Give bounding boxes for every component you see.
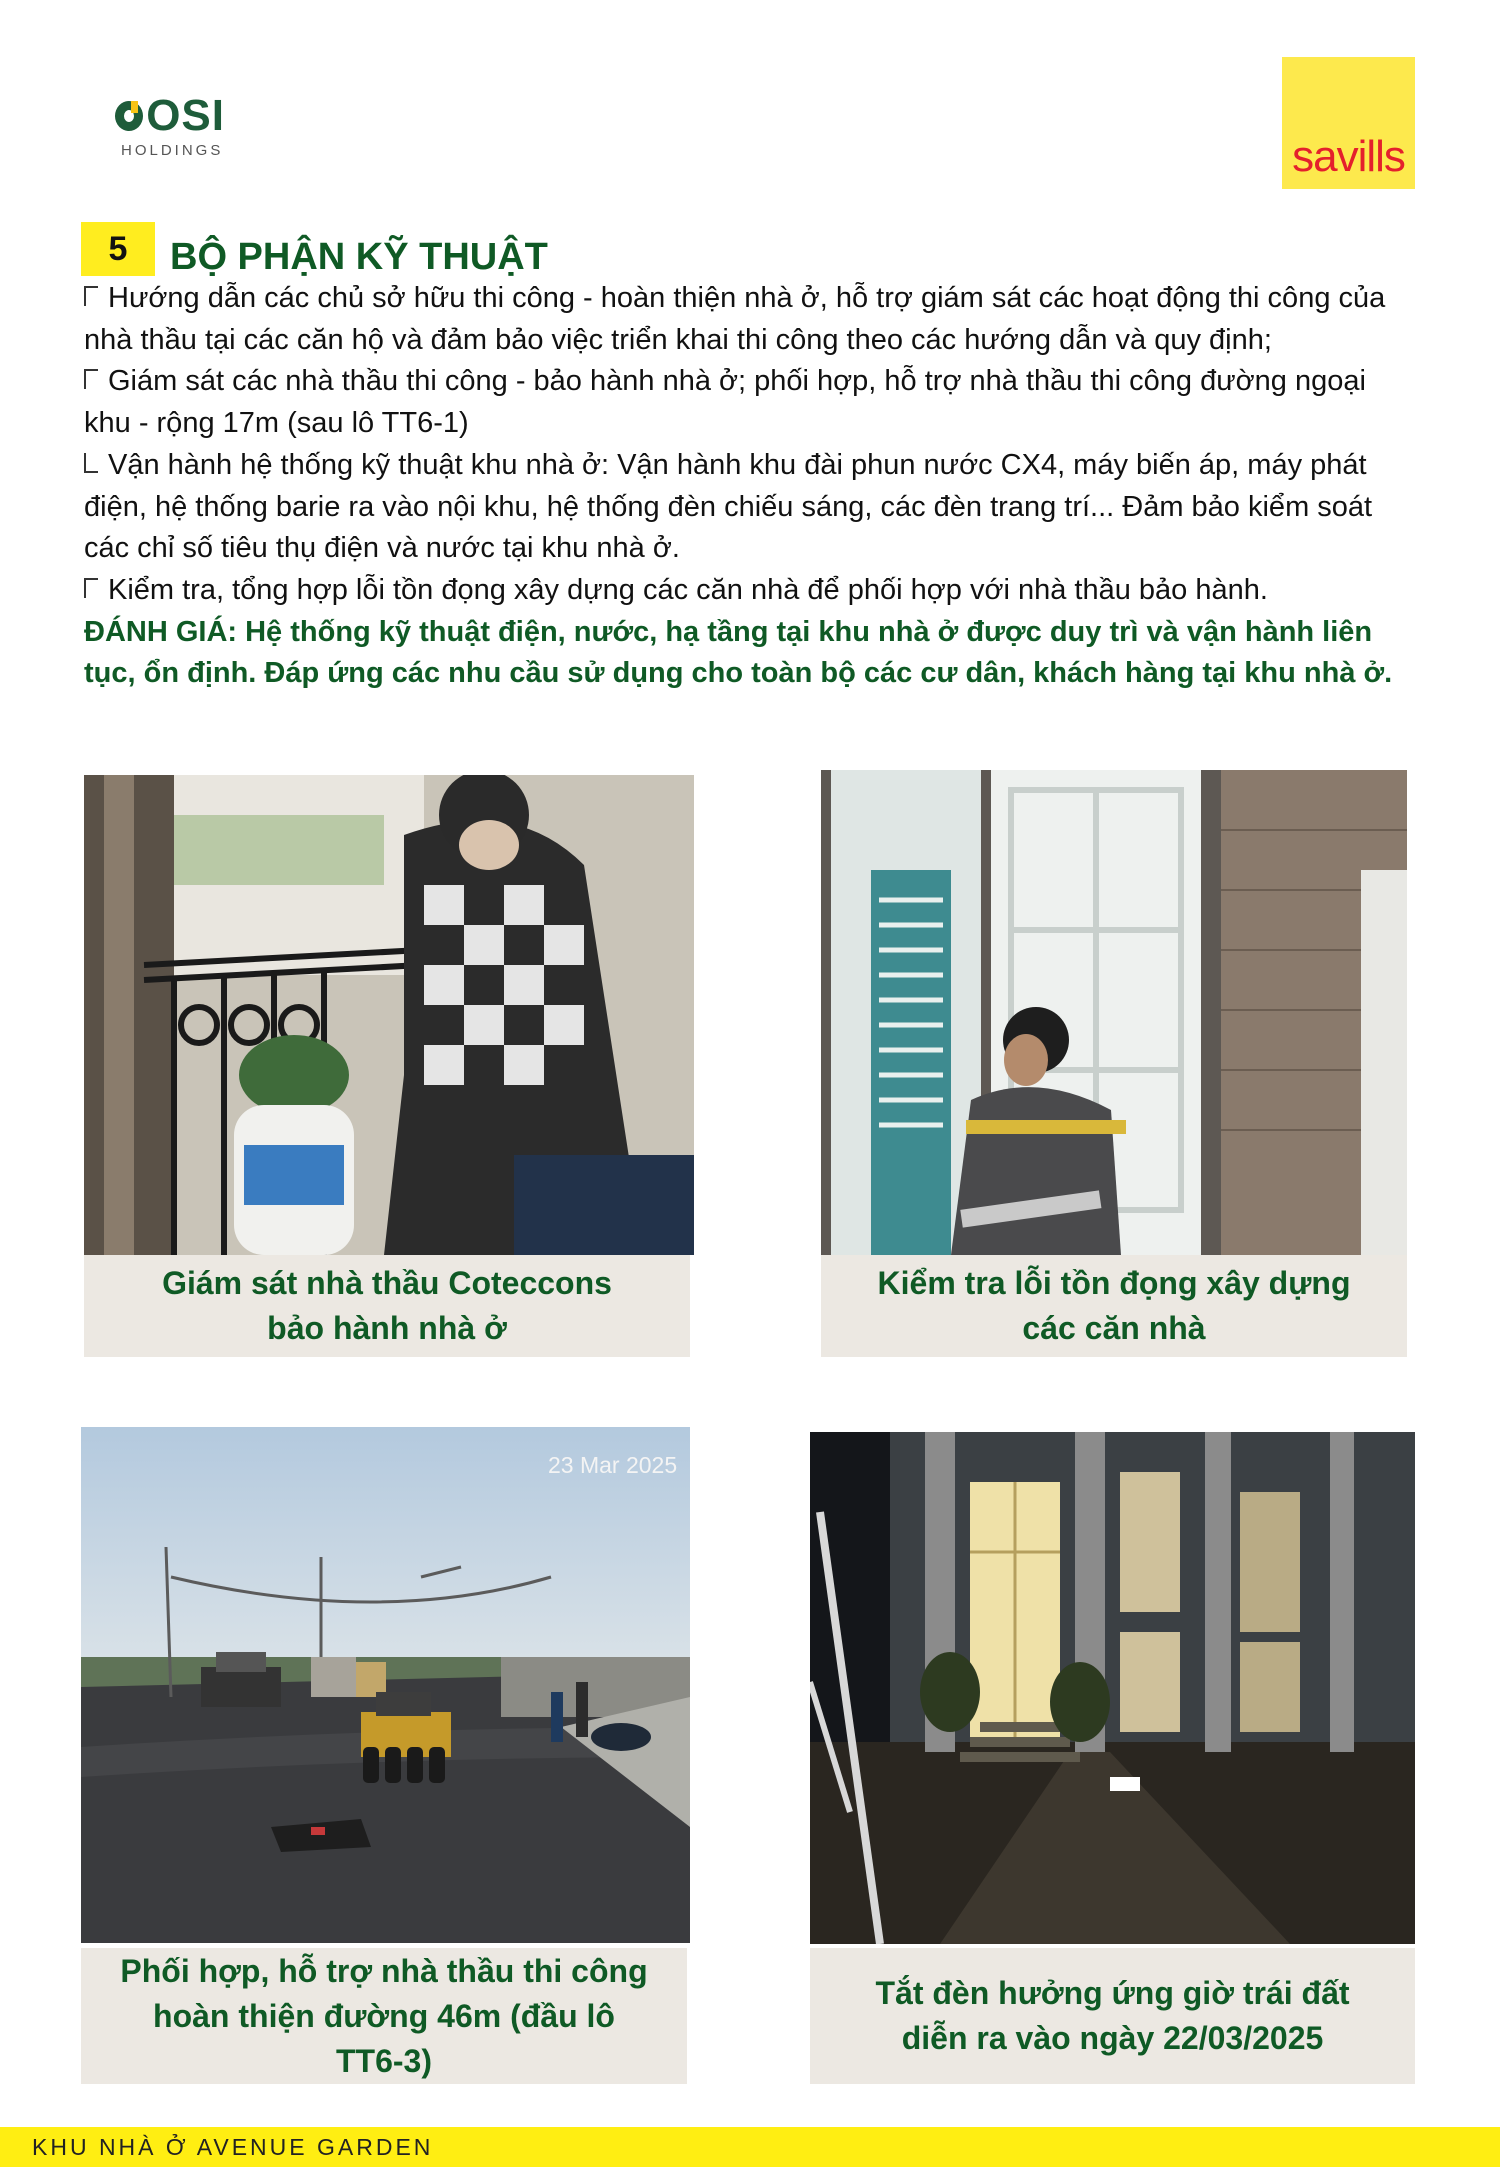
photo-road-construction (81, 1427, 690, 1943)
osi-logo-text: OSI (146, 91, 225, 140)
photo-caption-4 (810, 1948, 1415, 2084)
assessment-text: ĐÁNH GIÁ: Hệ thống kỹ thuật điện, nước, hạ tầng tại khu nhà ở được duy trì và vận hành liên tục, ổn định. Đáp ứng các nhu cầu sử dụng cho toàn bộ các cư dân, khách hàng tại khu nhà ở. (84, 615, 1393, 690)
caption-line: TT6-3) (336, 2042, 432, 2079)
osi-ring-icon (115, 101, 143, 131)
body-item-2: Giám sát các nhà thầu thi công - bảo hành nhà ở; phối hợp, hỗ trợ nhà thầu thi công đường ngoại khu - rộng 17m (sau lô TT6-1) (84, 365, 1366, 440)
caption-line: Tắt đèn hưởng ứng giờ trái đất (875, 1975, 1350, 2011)
savills-logo (1282, 57, 1415, 189)
bullet-icon (84, 453, 98, 473)
caption-line: diễn ra vào ngày 22/03/2025 (901, 2020, 1324, 2056)
photo-contractor-supervision (84, 775, 694, 1255)
body-item-1: Hướng dẫn các chủ sở hữu thi công - hoàn thiện nhà ở, hỗ trợ giám sát các hoạt động thi công của nhà thầu tại các căn hộ và đảm bảo việc triển khai thi công theo các hướng dẫn và quy định; (84, 282, 1386, 356)
photo-caption-2 (821, 1255, 1407, 1357)
osi-logo-mark (115, 92, 225, 140)
section-body (84, 278, 1419, 695)
section-number-badge: 5 (81, 222, 155, 276)
osi-logo-subtext: HOLDINGS (121, 142, 224, 159)
photo-earth-hour (810, 1432, 1415, 1944)
body-item-4: Kiểm tra, tổng hợp lỗi tồn đọng xây dựng các căn nhà để phối hợp với nhà thầu bảo hành. (84, 570, 1419, 612)
savills-logo-text: savills (1292, 132, 1405, 181)
caption-line: Kiểm tra lỗi tồn đọng xây dựng (877, 1265, 1351, 1301)
caption-line: hoàn thiện đường 46m (đầu lô (153, 1997, 615, 2034)
bullet-icon (84, 578, 98, 598)
photo-caption-1 (84, 1255, 690, 1357)
photo-date-stamp: 23 Mar 2025 (548, 1452, 678, 1478)
section-title: BỘ PHẬN KỸ THUẬT (170, 236, 548, 278)
osi-holdings-logo (115, 92, 225, 164)
caption-line: Phối hợp, hỗ trợ nhà thầu thi công (120, 1952, 648, 1989)
bullet-icon (84, 286, 98, 306)
footer-text: KHU NHÀ Ở AVENUE GARDEN (32, 2134, 434, 2160)
caption-line: Giám sát nhà thầu Coteccons (162, 1265, 612, 1301)
body-item-3: Vận hành hệ thống kỹ thuật khu nhà ở: Vận hành khu đài phun nước CX4, máy biến áp, máy phát điện, hệ thống barie ra vào nội khu, hệ thống đèn chiếu sáng, các đèn trang trí... Đảm bảo kiểm soát các chỉ số tiêu thụ điện và nước tại khu nhà ở. (84, 448, 1373, 565)
bullet-icon (84, 369, 98, 389)
photo-defect-inspection (821, 770, 1407, 1255)
photo-caption-3 (81, 1948, 687, 2084)
caption-line: các căn nhà (1022, 1310, 1206, 1346)
caption-line: bảo hành nhà ở (267, 1310, 507, 1346)
